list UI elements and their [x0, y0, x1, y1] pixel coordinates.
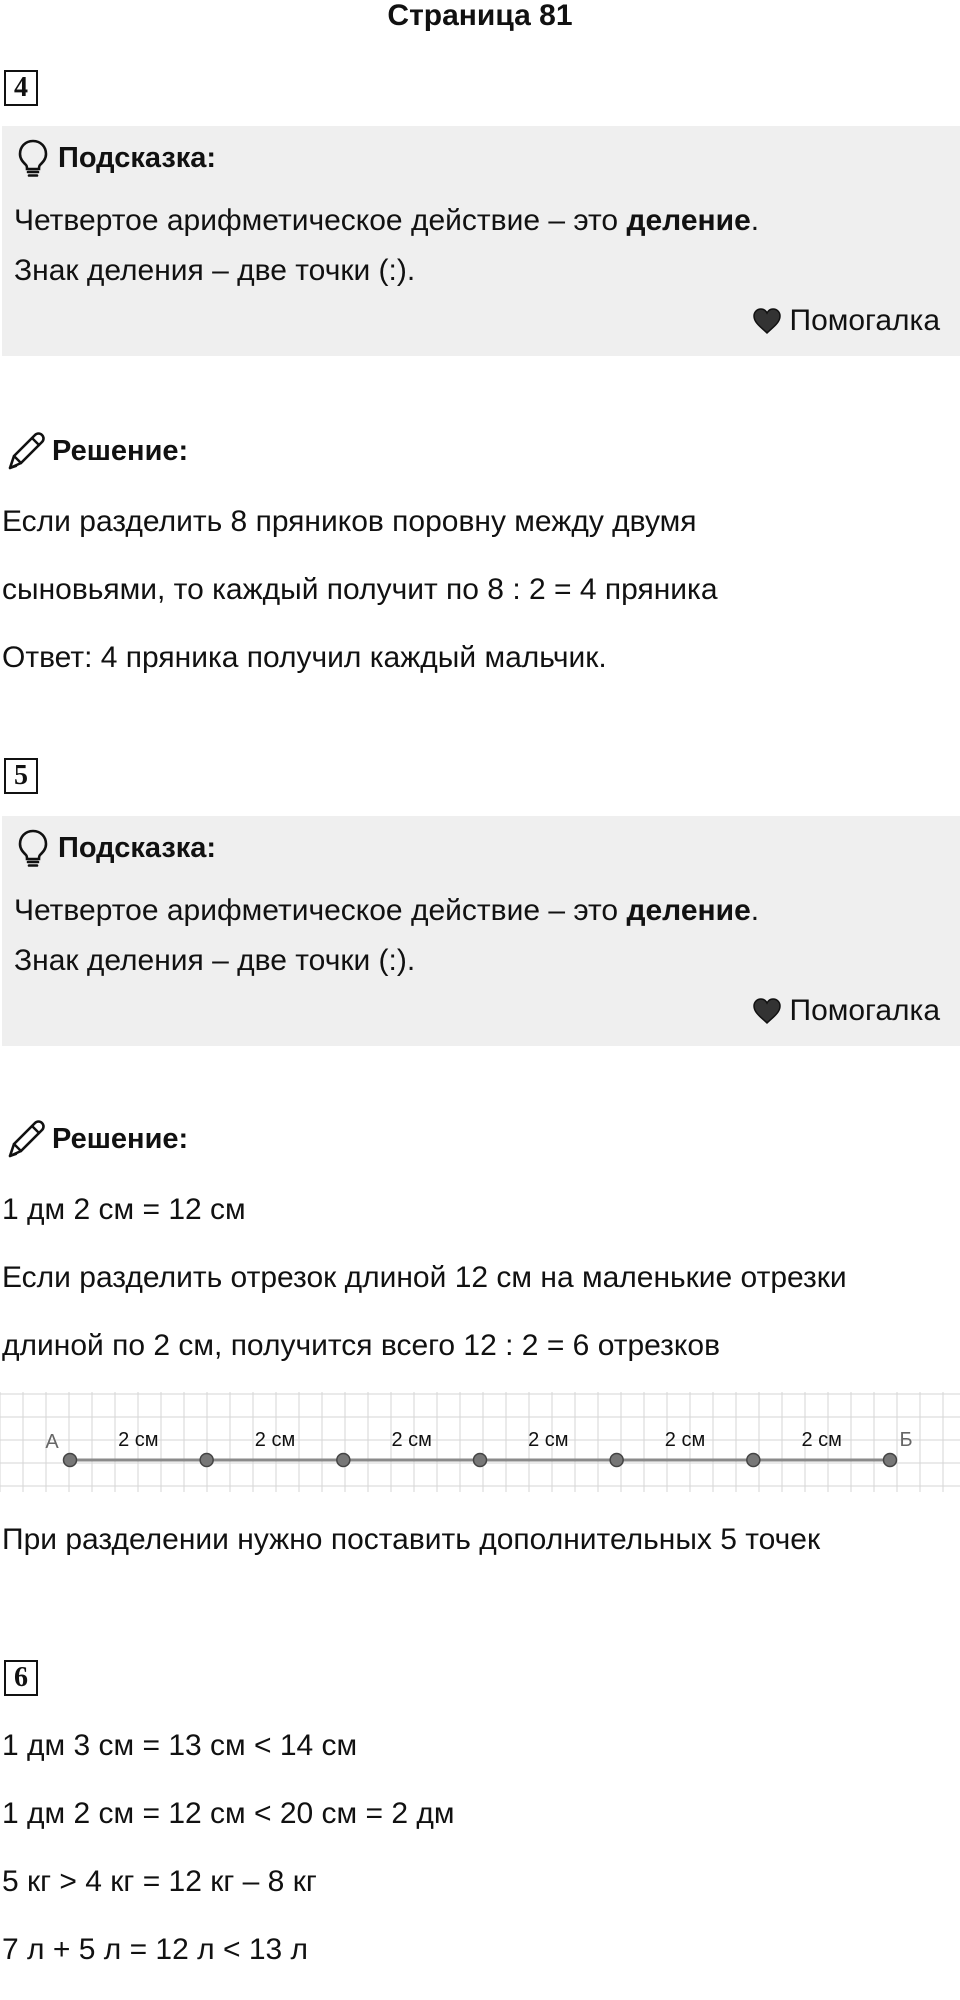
task-number-5: 5	[4, 758, 38, 794]
comparison-line: 5 кг > 4 кг = 12 кг – 8 кг	[2, 1865, 317, 1898]
comparison-line: 7 л + 5 л = 12 л < 13 л	[2, 1933, 309, 1966]
segment-length-label: 2 см	[801, 1429, 842, 1451]
hint-header	[16, 138, 216, 178]
hint-text-line-1: Четвертое арифметическое действие – это деление.	[14, 894, 760, 927]
segment-point	[337, 1454, 350, 1467]
solution-line: Если разделить 8 пряников поровну между двумя	[2, 505, 697, 538]
solution-line: 1 дм 2 см = 12 см	[2, 1193, 246, 1226]
task-number-4: 4	[4, 70, 38, 106]
solution-line: длиной по 2 см, получится всего 12 : 2 = 6 отрезков	[2, 1329, 721, 1362]
hint-label: Подсказка:	[58, 831, 217, 864]
comparison-line: 1 дм 3 см = 13 см < 14 см	[2, 1729, 358, 1762]
solution-label: Решение:	[52, 434, 189, 467]
solution-line: Если разделить отрезок длиной 12 см на маленькие отрезки	[2, 1261, 847, 1294]
lightbulb-icon	[16, 828, 50, 868]
hint-box-task5	[2, 816, 960, 1046]
comparison-line: 1 дм 2 см = 12 см < 20 см = 2 дм	[2, 1797, 455, 1830]
solution-conclusion: При разделении нужно поставить дополнительных 5 точек	[2, 1523, 821, 1556]
segment-point	[64, 1454, 77, 1467]
segment-length-label: 2 см	[118, 1429, 159, 1451]
heart-icon	[752, 307, 782, 335]
start-point-label: А	[45, 1431, 59, 1453]
segment-diagram	[0, 1392, 960, 1492]
segment-length-label: 2 см	[664, 1429, 706, 1451]
brand-link[interactable]	[752, 302, 941, 340]
hint-text-line-1: Четвертое арифметическое действие – это деление.	[14, 204, 760, 237]
page-title: Страница 81	[387, 0, 573, 32]
solution-line: Ответ: 4 пряника получил каждый мальчик.	[2, 641, 607, 674]
solution-header-task4	[4, 428, 188, 474]
solution-label: Решение:	[52, 1122, 189, 1155]
lightbulb-icon	[16, 138, 50, 178]
brand-label: Помогалка	[789, 304, 940, 337]
segment-length-label: 2 см	[391, 1429, 432, 1451]
segment-length-label: 2 см	[254, 1429, 296, 1451]
brand-label: Помогалка	[789, 994, 940, 1027]
hint-text-line-2: Знак деления – две точки (:).	[14, 944, 416, 977]
brand-link[interactable]	[752, 992, 941, 1030]
task-number-6: 6	[4, 1660, 38, 1696]
pencil-icon	[4, 428, 46, 474]
heart-icon	[752, 997, 782, 1025]
solution-header-task5	[4, 1116, 188, 1162]
hint-label: Подсказка:	[58, 141, 217, 174]
segment-point	[747, 1454, 760, 1467]
segment-point	[884, 1454, 897, 1467]
segment-length-label: 2 см	[528, 1429, 569, 1451]
segment-point	[474, 1454, 487, 1467]
hint-header	[16, 828, 216, 868]
segment-point	[200, 1454, 213, 1467]
hint-text-line-2: Знак деления – две точки (:).	[14, 254, 416, 287]
hint-box-task4	[2, 126, 960, 356]
end-point-label: Б	[899, 1429, 913, 1451]
pencil-icon	[4, 1116, 46, 1162]
solution-line: сыновьями, то каждый получит по 8 : 2 = 4 пряника	[2, 573, 718, 606]
segment-point	[610, 1454, 623, 1467]
